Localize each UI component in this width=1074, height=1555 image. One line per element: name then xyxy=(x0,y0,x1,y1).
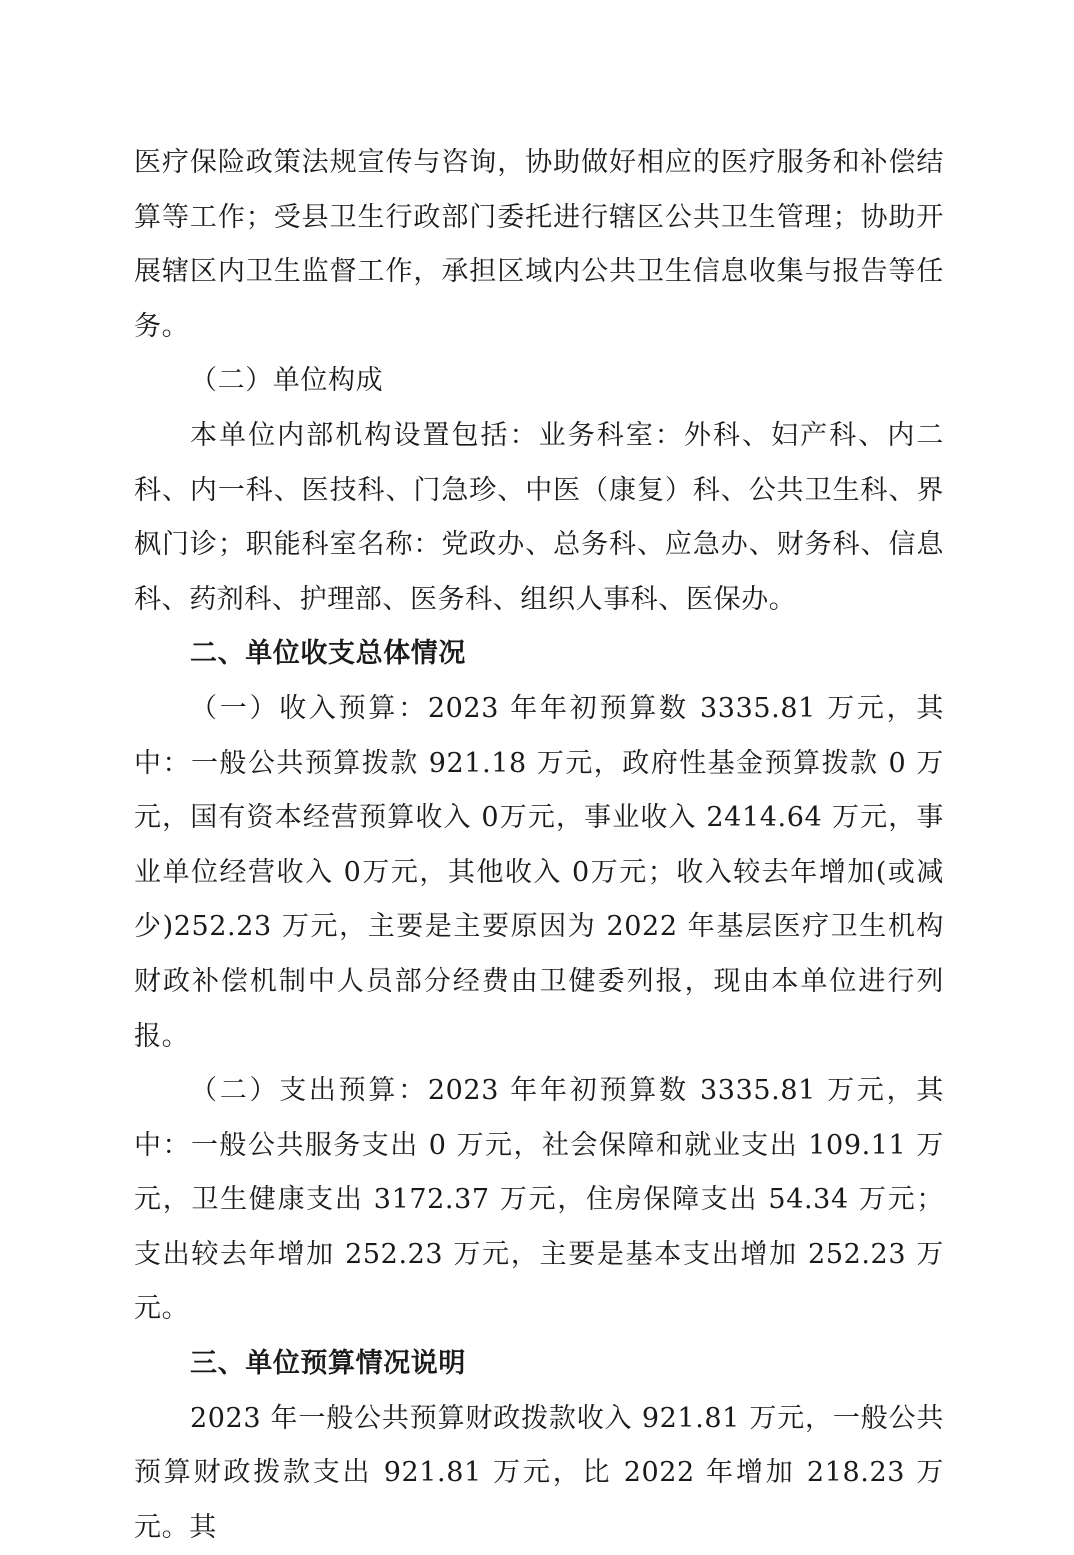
duties-paragraph: 医疗保险政策法规宣传与咨询，协助做好相应的医疗服务和补偿结算等工作；受县卫生行政部门委托进行辖区公共卫生管理；协助开展辖区内卫生监督工作，承担区域内公共卫生信息收集与报告等任务。 xyxy=(134,147,944,342)
document-page xyxy=(134,136,944,1555)
expenditure-budget-paragraph: （二）支出预算：2023 年年初预算数 3335.81 万元，其中：一般公共服务支出 0 万元，社会保障和就业支出 109.11 万元，卫生健康支出 3172.37 万元，住房保障支出 54.34 万元；支出较去年增加 252.23 万元，主要是基本支出增加 252.23 万元。 xyxy=(134,1075,944,1325)
section-2-heading: 二、单位收支总体情况 xyxy=(190,638,466,670)
unit-composition-subtitle: （二）单位构成 xyxy=(190,365,384,397)
unit-composition-paragraph: 本单位内部机构设置包括：业务科室：外科、妇产科、内二科、内一科、医技科、门急珍、中医（康复）科、公共卫生科、界枫门诊；职能科室名称：党政办、总务科、应急办、财务科、信息科、药剂科、护理部、医务科、组织人事科、医保办。 xyxy=(134,419,944,615)
budget-explanation-paragraph: 2023 年一般公共预算财政拨款收入 921.81 万元，一般公共预算财政拨款支出 921.81 万元，比 2022 年增加 218.23 万元。其 xyxy=(134,1402,944,1543)
income-budget-paragraph: （一）收入预算：2023 年年初预算数 3335.81 万元，其中：一般公共预算拨款 921.18 万元，政府性基金预算拨款 0 万元，国有资本经营预算收入 0万元，事业收入 2414.64 万元，事业单位经营收入 0万元，其他收入 0万元；收入较去年增加(或减少)252.23 万元，主要是主要原因为 2022 年基层医疗卫生机构财政补偿机制中人员部分经费由卫健委列报，现由本单位进行列报。 xyxy=(134,692,944,1052)
section-3-heading: 三、单位预算情况说明 xyxy=(190,1348,466,1380)
